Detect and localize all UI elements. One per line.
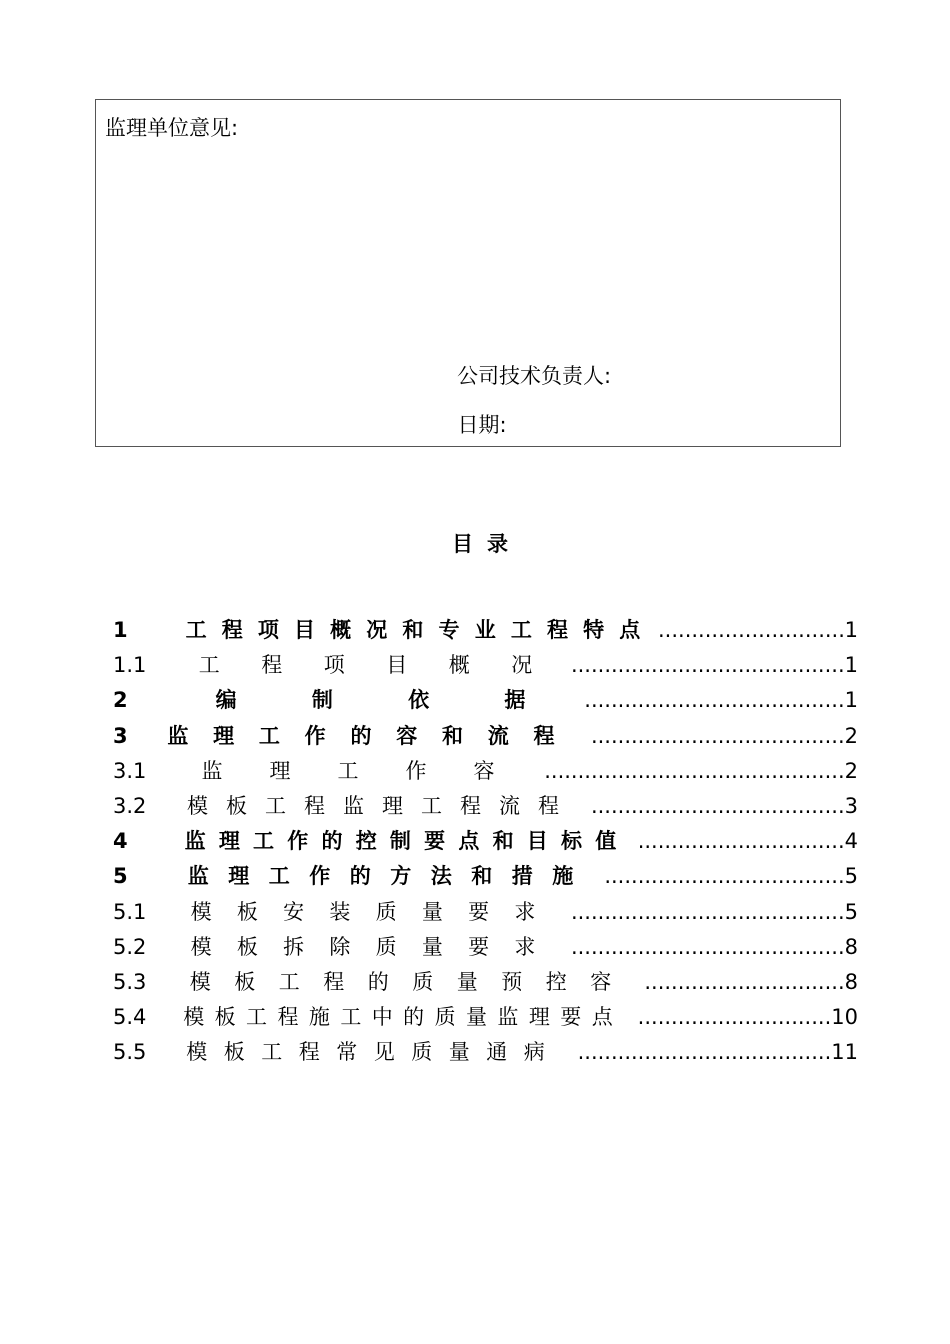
toc-entry-number: 3.1	[113, 758, 147, 783]
toc-entry-title-char: 方	[390, 864, 412, 889]
toc-entry-title-char: 施	[308, 1005, 330, 1030]
toc-entry-title-char: 目	[526, 829, 548, 854]
toc-entry-leader: ......................................	[590, 723, 845, 748]
toc-entry-title-char: 程	[261, 653, 283, 678]
toc-entry[interactable]	[113, 968, 858, 1003]
toc-entry-number: 1	[113, 618, 128, 642]
signer-line	[96, 362, 840, 390]
toc-entry-title-char: 的	[367, 969, 389, 994]
toc-entry-title	[178, 1038, 563, 1066]
toc-entry-title-char: 程	[298, 1040, 320, 1065]
toc-entry-title-char: 量	[421, 899, 443, 924]
toc-entry-title-char: 特	[583, 618, 605, 642]
toc-entry-title-char: 板	[236, 934, 258, 959]
toc-entry-leader: ......................................	[577, 1040, 832, 1065]
toc-entry-leader: .........................................	[570, 934, 845, 959]
toc-entry-title-char: 和	[402, 618, 424, 642]
toc-entry[interactable]	[113, 651, 858, 686]
toc-entry-leader: .........................................	[570, 653, 845, 678]
toc-entry-title-char: 工	[198, 653, 220, 678]
toc-entry-title-char: 工	[246, 1005, 268, 1030]
toc-entry-number: 1.1	[113, 653, 147, 678]
toc-entry-title-char: 的	[349, 864, 371, 889]
toc-entry-title-char: 理	[382, 793, 403, 818]
toc-entry-title-char: 工	[510, 618, 532, 642]
toc-entry-title-char: 理	[228, 864, 250, 889]
toc-entry-title-char: 作	[309, 864, 331, 889]
toc-entry-title-char: 的	[321, 829, 343, 854]
toc-entry-title-char: 和	[441, 723, 463, 748]
toc-entry-title-char: 板	[214, 1005, 236, 1030]
opinion-label: 监理单位意见:	[105, 116, 239, 140]
toc-entry-title-char: 拆	[283, 934, 305, 959]
toc-entry-page: 5	[844, 899, 858, 924]
toc-entry-title-char: 质	[375, 899, 397, 924]
toc-entry-title-char: 编	[215, 688, 237, 713]
toc-entry[interactable]	[113, 686, 858, 721]
toc-entry[interactable]	[113, 792, 858, 827]
toc-entry[interactable]	[113, 862, 858, 897]
toc-entry-leader: ............................	[658, 618, 845, 642]
toc-entry-title	[178, 827, 633, 855]
toc-entry-title-char: 量	[466, 1005, 487, 1030]
toc-entry-title-char: 制	[389, 829, 411, 854]
toc-entry-number: 5	[113, 864, 128, 889]
toc-entry-title-char: 项	[257, 618, 279, 642]
toc-entry-page: 1	[844, 618, 858, 642]
supervision-opinion-box	[95, 99, 841, 447]
toc-entry-title-char: 程	[221, 618, 243, 642]
toc-entry-title-char: 据	[504, 688, 526, 713]
toc-entry-leader: .........................................	[570, 899, 845, 924]
toc-entry-title-char: 工	[268, 864, 290, 889]
toc-entry-title-char: 病	[523, 1040, 545, 1065]
toc-entry-title-char: 的	[403, 1005, 425, 1030]
toc-entry-leader: ......................................	[590, 793, 845, 818]
toc-entry-title-char: 除	[329, 934, 351, 959]
toc-entry-title-char: 程	[323, 969, 345, 994]
table-of-contents	[113, 616, 858, 1073]
toc-entry-title	[178, 862, 593, 890]
toc-entry-title-char: 板	[234, 969, 256, 994]
toc-entry-title-char: 施	[552, 864, 574, 889]
toc-entry-title-char: 标	[561, 829, 583, 854]
toc-entry-title-char: 作	[304, 723, 326, 748]
toc-entry-title-char: 工	[258, 723, 280, 748]
toc-entry-title-char: 程	[546, 618, 568, 642]
toc-entry-title-char: 程	[538, 793, 559, 818]
toc-entry-title-char: 和	[471, 864, 493, 889]
toc-entry-title-char: 点	[619, 618, 641, 642]
toc-entry-page: 2	[844, 723, 858, 748]
toc-entry-title-char: 况	[366, 618, 388, 642]
toc-entry-number: 5.4	[113, 1005, 147, 1030]
toc-entry-title	[178, 757, 528, 785]
toc-entry-page: 2	[844, 758, 858, 783]
toc-entry-title-char: 模	[183, 1005, 205, 1030]
toc-entry-number: 4	[113, 829, 128, 854]
toc-entry-number: 5.5	[113, 1040, 147, 1065]
toc-entry-title-char: 装	[329, 899, 351, 924]
toc-entry-leader: ..............................	[644, 969, 845, 994]
toc-entry-title-char: 通	[486, 1040, 508, 1065]
toc-entry-title-char: 工	[421, 793, 442, 818]
toc-entry-title-char: 目	[293, 618, 315, 642]
toc-entry-title	[178, 616, 658, 644]
toc-entry-title-char: 模	[190, 899, 212, 924]
toc-entry[interactable]	[113, 827, 858, 862]
signer-label: 公司技术负责人:	[456, 364, 612, 388]
toc-title: 目录	[452, 532, 522, 556]
toc-entry-title-char: 作	[405, 758, 427, 783]
toc-entry-title-char: 质	[411, 1040, 433, 1065]
toc-entry-title-char: 模	[190, 934, 212, 959]
toc-entry-title-char: 工	[253, 829, 275, 854]
toc-entry-title-char: 要	[468, 934, 490, 959]
toc-entry[interactable]	[113, 933, 858, 968]
toc-entry-page: 1	[844, 653, 858, 678]
toc-entry-page: 11	[831, 1040, 858, 1065]
toc-entry-title-char: 模	[186, 1040, 208, 1065]
toc-entry-title	[178, 792, 578, 820]
toc-entry-title-char: 模	[187, 793, 208, 818]
toc-entry-number: 2	[113, 688, 128, 713]
toc-entry-title-char: 预	[501, 969, 523, 994]
toc-entry-title-char: 安	[283, 899, 305, 924]
toc-entry-title-char: 监	[167, 723, 189, 748]
toc-entry-title-char: 理	[528, 1005, 550, 1030]
toc-entry-title-char: 工	[265, 793, 286, 818]
toc-entry-title-char: 理	[213, 723, 235, 748]
toc-entry-title-char: 工	[185, 618, 207, 642]
date-label: 日期:	[457, 413, 507, 437]
toc-entry-page: 10	[831, 1005, 858, 1030]
toc-entry-title-char: 程	[460, 793, 481, 818]
toc-entry-title-char: 量	[456, 969, 478, 994]
toc-entry-title-char: 流	[487, 723, 509, 748]
toc-entry-title-char: 法	[430, 864, 452, 889]
toc-entry-page: 3	[844, 793, 858, 818]
toc-entry-title	[178, 968, 633, 996]
toc-entry-title-char: 要	[468, 899, 490, 924]
toc-entry-number: 5.2	[113, 934, 147, 959]
toc-entry-leader: ...............................	[637, 829, 845, 854]
toc-entry-title-char: 质	[434, 1005, 456, 1030]
toc-entry-title-char: 要	[424, 829, 446, 854]
toc-entry-title-char: 控	[355, 829, 377, 854]
toc-entry-leader: ....................................	[604, 864, 845, 889]
date-line	[96, 411, 840, 439]
toc-entry-title-char: 容	[396, 723, 418, 748]
toc-entry-title-char: 监	[187, 864, 209, 889]
toc-entry-title-char: 程	[277, 1005, 299, 1030]
toc-entry-number: 5.1	[113, 899, 147, 924]
toc-entry-title-char: 的	[350, 723, 372, 748]
toc-entry-title-char: 目	[386, 653, 408, 678]
toc-entry-title-char: 值	[595, 829, 617, 854]
toc-entry-leader: .............................	[637, 1005, 832, 1030]
toc-entry-title-char: 制	[311, 688, 333, 713]
toc-entry-title	[178, 1003, 628, 1031]
toc-entry-title-char: 况	[511, 653, 533, 678]
toc-entry-title-char: 工	[340, 1005, 362, 1030]
toc-entry-number: 3.2	[113, 793, 147, 818]
toc-entry-title-char: 概	[330, 618, 352, 642]
toc-entry-title-char: 程	[304, 793, 325, 818]
toc-entry-title-char: 工	[261, 1040, 283, 1065]
toc-entry-page: 5	[844, 864, 858, 889]
toc-entry-title-char: 流	[499, 793, 520, 818]
toc-entry-title-char: 模	[189, 969, 211, 994]
toc-entry-title-char: 监	[201, 758, 223, 783]
toc-entry[interactable]	[113, 1038, 858, 1073]
toc-entry[interactable]	[113, 1003, 858, 1038]
toc-entry-title-char: 和	[492, 829, 514, 854]
toc-entry-title-char: 点	[591, 1005, 613, 1030]
toc-entry-title-char: 常	[336, 1040, 358, 1065]
toc-entry-title-char: 作	[287, 829, 309, 854]
toc-entry-title-char: 板	[223, 1040, 245, 1065]
toc-entry-title-char: 业	[474, 618, 496, 642]
toc-entry-title-char: 要	[560, 1005, 582, 1030]
toc-entry[interactable]	[113, 616, 858, 651]
toc-entry-title	[178, 686, 573, 714]
toc-entry[interactable]	[113, 757, 858, 792]
toc-entry-title-char: 理	[269, 758, 291, 783]
toc-entry-title	[178, 898, 558, 926]
toc-entry-page: 8	[844, 969, 858, 994]
toc-entry-title-char: 见	[373, 1040, 395, 1065]
toc-entry-title-char: 量	[448, 1040, 470, 1065]
toc-entry-title-char: 监	[343, 793, 364, 818]
toc-entry-title-char: 求	[514, 899, 536, 924]
toc-entry-title-char: 监	[497, 1005, 519, 1030]
toc-entry-title-char: 程	[533, 723, 555, 748]
toc-entry-title-char: 求	[514, 934, 536, 959]
toc-entry-title-char: 概	[448, 653, 470, 678]
toc-entry-title-char: 容	[473, 758, 495, 783]
toc-entry-page: 8	[844, 934, 858, 959]
toc-entry-leader: .............................................	[544, 758, 845, 783]
toc-entry-title-char: 点	[458, 829, 480, 854]
toc-entry-title-char: 专	[438, 618, 460, 642]
toc-entry-title-char: 中	[371, 1005, 393, 1030]
toc-entry-title-char: 容	[590, 969, 612, 994]
toc-entry[interactable]	[113, 722, 858, 757]
toc-entry-page: 1	[844, 688, 858, 713]
toc-entry-title-char: 工	[278, 969, 300, 994]
toc-entry-title-char: 质	[375, 934, 397, 959]
toc-entry-title-char: 项	[323, 653, 345, 678]
toc-entry-title-char: 板	[236, 899, 258, 924]
toc-entry-title-char: 工	[337, 758, 359, 783]
toc-entry-title-char: 板	[226, 793, 247, 818]
toc-entry-title	[155, 722, 577, 750]
toc-entry[interactable]	[113, 898, 858, 933]
toc-entry-number: 3	[113, 723, 128, 748]
toc-entry-title	[178, 933, 558, 961]
toc-entry-title-char: 控	[545, 969, 567, 994]
toc-entry-leader: .......................................	[584, 688, 845, 713]
toc-entry-title-char: 质	[412, 969, 434, 994]
toc-entry-title-char: 量	[421, 934, 443, 959]
toc-entry-title	[178, 651, 563, 679]
toc-entry-title-char: 监	[184, 829, 206, 854]
toc-entry-title-char: 措	[511, 864, 533, 889]
toc-entry-page: 4	[844, 829, 858, 854]
toc-entry-title-char: 理	[218, 829, 240, 854]
toc-entry-number: 5.3	[113, 969, 147, 994]
toc-entry-title-char: 依	[408, 688, 430, 713]
